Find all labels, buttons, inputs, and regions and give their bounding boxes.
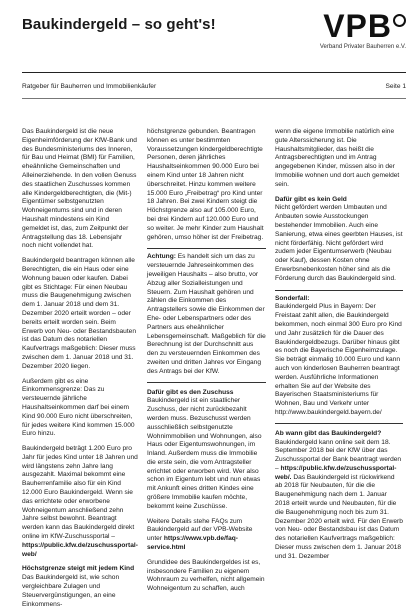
page-number: Seite 1 [385,83,406,90]
logo-subtitle: Verband Privater Bauherren e.V. [319,44,406,50]
paragraph: Baukindergeld ist ein staatlicher Zuschuss, der nicht zurückbezahlt werden muss. Bezuschusst werden ausschließlich selbstgenutzte Wohnimmobilien und Wohnungen, also Haus oder Eigentumswohnungen, im Inland. Außerdem muss die Immobilie die erste sein, die vom Antragsteller errichtet oder erworben wird. Wer also schon im Eigentum lebt und nun etwas mit Ankunft eines dritten Kindes eine größere Immobilie kaufen möchte, bekommt keine Zuschüsse. [147,397,262,510]
paragraph: Das Baukindergeld ist die neue Eigenheimförderung der KfW-Bank und des Bundesministeriums des Inneren, für Bau und Heimat (BMI) für Familien, eheähnliche Gemeinschaften und Alleinerziehende. In den vollen Genuss des staatlichen Zuschusses kommen alle Kindergeldberechtigten, die (Mit-) Eigentümer selbstgenutzten Wohneigentums sind und in deren Haushalt mindestens ein Kind gemeldet ist, das, zum Zeitpunkt der Antragstellung das 18. Lebensjahr noch nicht vollendet hat. [22,128,137,250]
paragraph [22,445,138,559]
logo-wordmark [296,10,406,42]
paragraph: Das Baukindergeld ist, wie schon vergleichbare Zulagen und Steuervergünstigungen, an eine Einkommens- [22,574,120,608]
section-heading: Dafür gibt es kein Geld [275,195,347,203]
top-rule [22,72,406,73]
paragraph: Baukindergeld beantragen können alle Berechtigten, die ein Haus oder eine Wohnung bauen oder kaufen. Dabei gibt es Stichtage: Für einen Neubau muss die Baugenehmigung zwischen dem 1. Januar 2018 und dem 31. Dezember 2020 erteilt worden – oder bereits erteilt worden sein. Beim Erwerb von Neu- oder Bestandsbauten ist das Datum des notariellen Kaufvertrags maßgeblich: Dieser muss zwischen dem 1. Januar 2018 und 31. Dezember 2020 liegen. [22,257,136,370]
page-title: Baukindergeld – so geht's! [22,16,216,33]
subheader-rule [22,98,406,99]
vpb-logo [296,10,406,50]
notice-lead: Achtung: [147,253,176,261]
paragraph: wenn die eigene Immobilie natürlich eine gute Alterssicherung ist. Die Haushaltsmitglieder, das heißt die Antragsberechtigten und im Antrag angegebenen Kinder, müssen also in der Immobilie wohnen und dort auch gemeldet sein. [275,128,400,188]
section-heading: Dafür gibt es den Zuschuss [147,388,234,396]
subheader-title: Ratgeber für Bauherren und Immobilienkäufer [22,83,157,90]
logo-text: VPB [323,8,392,44]
logo-ring-icon [393,14,406,27]
paragraph-text: Baukindergeld kann online seit dem 18. September 2018 bei der KfW über das Zuschussportal der Bank beantragt werden – [275,438,402,472]
section-heading: Höchstgrenze steigt mit jedem Kind [22,565,135,573]
box-heading: Sonderfall: [275,294,310,302]
paragraph: Außerdem gibt es eine Einkommensgrenze: Das zu versteuernde jährliche Haushaltseinkommen darf bei einem Kind 90.000 Euro nicht überschreiten, für jedes weitere Kind kommen 15.000 Euro hinzu. [22,377,135,438]
box-text: Baukindergeld Plus in Bayern: Der Freistaat zahlt allen, die Baukindergeld bekommen, noch einmal 300 Euro pro Kind und Jahr zusätzlich für die Dauer des Baukindergeldbezugs. Darüber hinaus gibt es noch die Bayerische Eigenheimzulage. Sie beträgt einmalig 10.000 Euro und kann auch von kinderlosen Bauherren beantragt werden. Ausführliche Informationen erhalten Sie auf der Website des Bayerischen Staatsministeriums für Wohnen, Bau und Verkehr unter http://www.baukindergeld.bayern.de/ [275,303,402,416]
notice-box [147,248,266,382]
column-1 [22,128,138,615]
paragraph-text: Baukindergeld beträgt 1.200 Euro pro Jahr für jedes Kind unter 18 Jahren und wird längstens zehn Jahre lang ausgezahlt. Maximal bekommt eine Bauherrenfamilie also für ein Kind 12.000 Euro Baukindergeld. Wenn sie das errichtete oder erworbene Wohneigentum anschließend zehn Jahre selbst bewohnt. Beantragt werden kann das Baukindergeld direkt online im KfW-Zuschussportal – [22,445,138,541]
paragraph [275,439,403,562]
kfw-portal-link[interactable]: https://public.kfw.de/zuschussportal-web/. [275,464,397,481]
column-2 [147,128,266,600]
paragraph-text: Weitere Details stehe FAQs zum Baukindergeld auf der VPB-Website unter [147,517,253,543]
subheader [22,83,406,90]
paragraph-text: Das Baukindergeld ist rückwirkend ab 2018 für Neubauten, für die die Baugenehmigung nach dem 1. Januar 2018 erteilt wurde und Neubauten, für die die Baugenehmigung noch bis zum 31. Dezember 2020 erteilt wird. Für den Erwerb von Neu- oder Bestandsbau ist das Datum des notariellen Kaufvertrags maßgeblich: Dieser muss zwischen dem 1. Januar 2018 und 31. Dezember [275,473,403,560]
column-3 [275,128,403,568]
faq-link[interactable]: https://www.vpb.de/faq-service.html [147,535,238,552]
paragraph: Grundidee des Baukindergeldes ist es, insbesondere Familien zu eigenem Wohnraum zu verhelfen, nicht allgemein Wohneigentum zu schaffen, auch [147,558,265,593]
section-heading: Ab wann gibt das Baukindergeld? [275,429,382,437]
paragraph: höchstgrenze gebunden. Beantragen können es unter bestimmten Voraussetzungen kindergeldberechtigte Personen, deren jährliches Haushaltseinkommen 90.000 Euro bei einem Kind unter 18 Jahren nicht überschreitet. Hinzu kommen weitere 15.000 Euro „Freibetrag“ pro Kind unter 18 Jahren. Bei zwei Kindern steigt die Höchstgrenze also auf 105.000 Euro, bei drei Kindern auf 120.000 Euro und so weiter. Je mehr Kinder zum Haushalt gehören, umso höher ist der Freibetrag. [147,128,264,241]
page-header [0,0,420,60]
kfw-portal-link[interactable]: https://public.kfw.de/zuschussportal-web/ [22,541,138,558]
notice-body: Es handelt sich um das zu versteuernde Jahreseinkommen des jeweiligen Haushalts – also brutto, vor Abzug aller Sozialleistungen und Steuern. Zum Haushalt gehören und zählen die Einkommen des Antragstellers sowie die Einkommen der Ehe- oder Lebenspartners oder des Partners aus eheähnlicher Lebensgemeinschaft. Maßgeblich für die Berechnung ist der Durchschnitt aus den zu versteuernden Einkommen des zweiten und dritten Jahres vor Eingang des Antrags bei der KfW. [147,253,266,375]
notice-text [147,253,266,376]
paragraph: Nicht gefördert werden Umbauten und Anbauten sowie Ausstockungen bestehender Immobilien. Auch eine Sanierung, etwa eines geerbten Hauses, ist nicht förderfähig. Nicht gefördert wird zudem jeder Eigentumserwerb (Neubau oder Kauf), dessen Kosten ohne Erwerbsnebenkosten höher sind als die Förderung durch das Baukindergeld sind. [275,204,403,282]
special-case-box [275,290,403,424]
paragraph [147,518,266,553]
